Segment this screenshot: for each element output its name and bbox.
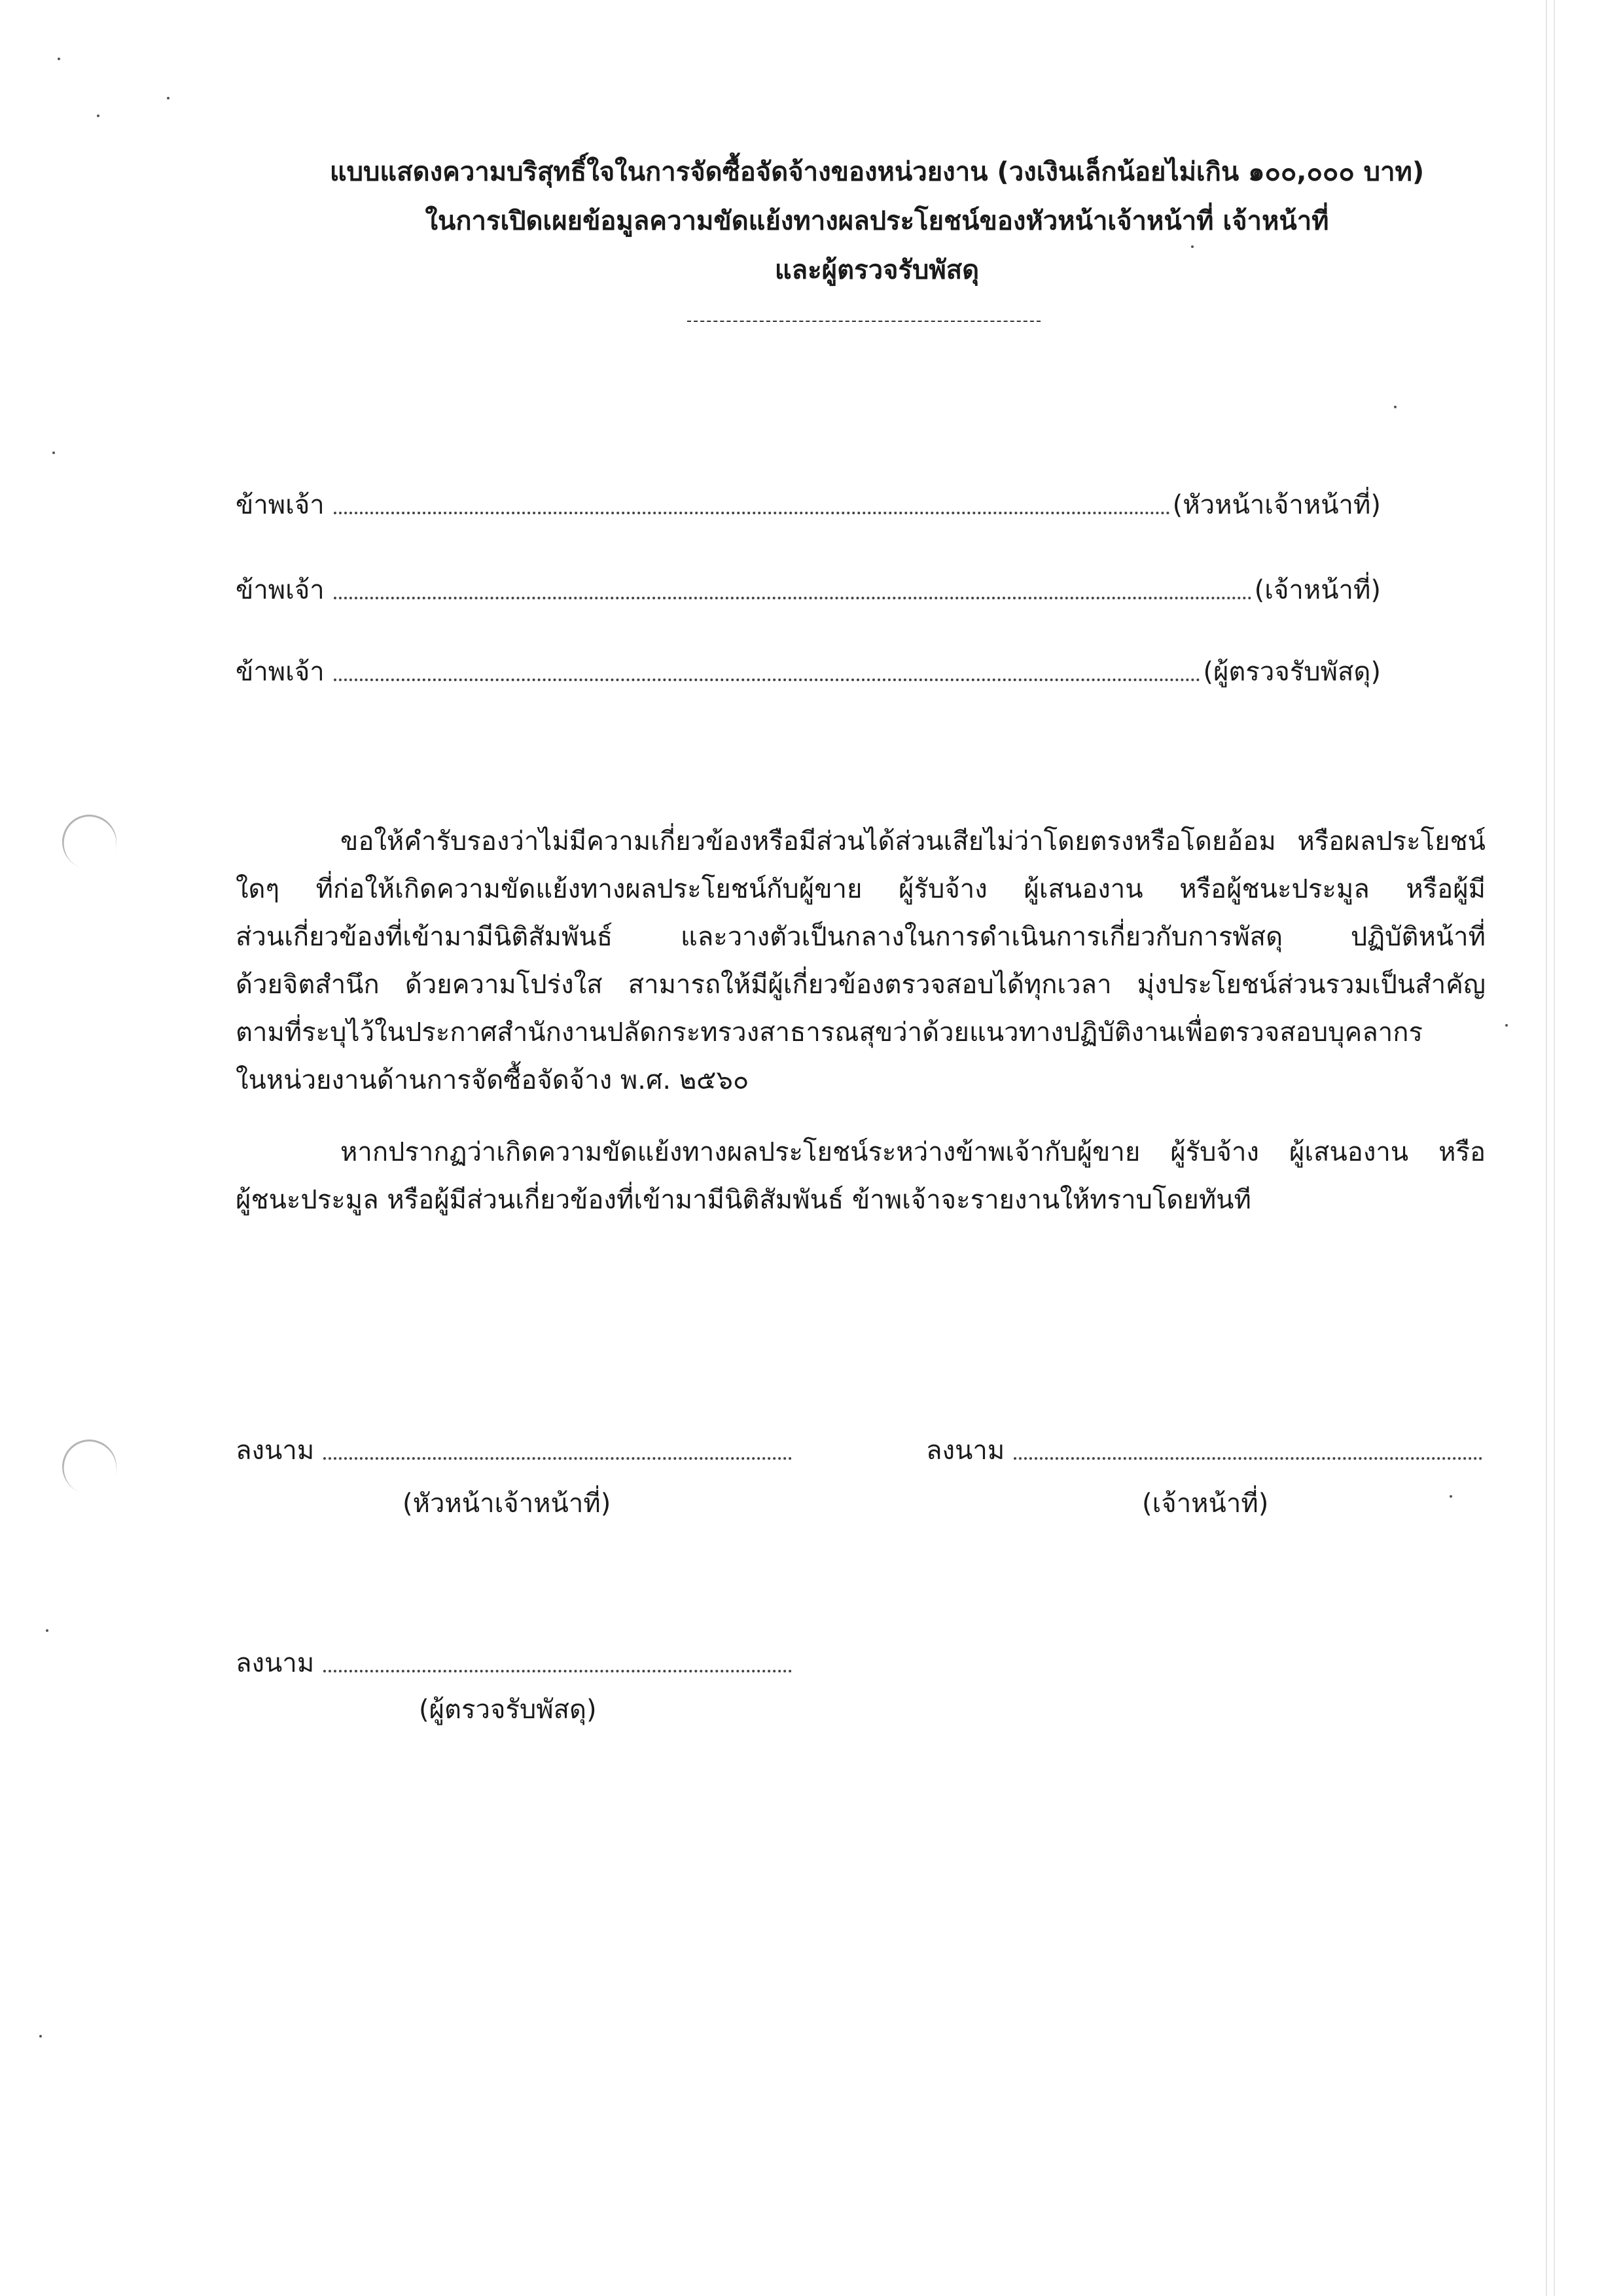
paragraph-line: ด้วยจิตสำนึก ด้วยความโปร่งใส สามารถให้มีผู้เกี่ยวข้องตรวจสอบได้ทุกเวลา มุ่งประโยชน์ส่วนรวมเป็นสำคัญ [236,970,1486,1000]
declarant-role: (ผู้ตรวจรับพัสดุ) [1203,657,1381,687]
declarant-label: ข้าพเจ้า [236,575,325,605]
paragraph-line: ส่วนเกี่ยวข้องที่เข้ามามีนิติสัมพันธ์ และวางตัวเป็นกลางในการดำเนินการเกี่ยวกับการพัสดุ ปฏิบัติหน้าที่ [236,922,1486,952]
scan-speck [46,1629,48,1632]
scan-speck [1394,406,1397,408]
declarant-role: (เจ้าหน้าที่) [1254,575,1381,605]
scan-speck [97,115,99,117]
declarant-line-officer[interactable] [236,569,1381,609]
signature-fill-line[interactable] [1014,1457,1482,1460]
signature-line-officer[interactable] [926,1430,1482,1469]
signature-label: ลงนาม [236,1436,315,1466]
scan-speck [58,58,60,60]
signature-label: ลงนาม [236,1648,315,1678]
declarant-label: ข้าพเจ้า [236,657,325,687]
paragraph-line: ผู้ชนะประมูล หรือผู้มีส่วนเกี่ยวข้องที่เข้ามามีนิติสัมพันธ์ ข้าพเจ้าจะรายงานให้ทราบโดยทันที [236,1185,1251,1215]
declarant-role: (หัวหน้าเจ้าหน้าที่) [1172,490,1381,520]
scan-speck [1505,1024,1508,1027]
scan-speck [167,97,169,99]
form-title-line-3: และผู้ตรวจรับพัสดุ [774,255,980,285]
name-fill-line[interactable] [334,512,1170,514]
punch-hole-mark [54,807,124,876]
certification-paragraph [236,818,1486,1104]
signature-line-inspector[interactable] [236,1642,792,1682]
scan-edge-line [1554,0,1555,2296]
paragraph-line: ตามที่ระบุไว้ในประกาศสำนักงานปลัดกระทรวงสาธารณสุขว่าด้วยแนวทางปฏิบัติงานเพื่อตรวจสอบบุคลากร [236,1017,1423,1048]
signature-line-head-officer[interactable] [236,1430,792,1469]
declarant-label: ข้าพเจ้า [236,490,325,520]
signature-label: ลงนาม [926,1436,1005,1466]
scan-speck [1191,245,1194,248]
scan-speck [52,451,55,454]
title-divider [687,321,1041,322]
paragraph-line: ใดๆ ที่ก่อให้เกิดความขัดแย้งทางผลประโยชน์กับผู้ขาย ผู้รับจ้าง ผู้เสนองาน หรือผู้ชนะประมูล หรือผู้มี [236,874,1486,904]
declarant-line-head-officer[interactable] [236,484,1381,523]
signature-fill-line[interactable] [323,1670,792,1672]
paragraph-line: ในหน่วยงานด้านการจัดซื้อจัดจ้าง พ.ศ. ๒๕๖๐ [236,1065,749,1095]
scan-edge-line [1546,0,1547,2296]
name-fill-line[interactable] [334,597,1252,599]
signature-role: (หัวหน้าเจ้าหน้าที่) [402,1489,611,1519]
paragraph-line: ขอให้คำรับรองว่าไม่มีความเกี่ยวข้องหรือมีส่วนได้ส่วนเสียไม่ว่าโดยตรงหรือโดยอ้อม หรือผลประโยชน์ [340,826,1486,857]
signature-role: (เจ้าหน้าที่) [1142,1489,1269,1519]
conflict-report-paragraph [236,1129,1486,1224]
signature-fill-line[interactable] [323,1457,792,1460]
paragraph-line: หากปรากฏว่าเกิดความขัดแย้งทางผลประโยชน์ระหว่างข้าพเจ้ากับผู้ขาย ผู้รับจ้าง ผู้เสนองาน หรือ [340,1137,1486,1167]
scan-speck [39,2035,42,2038]
signature-role: (ผู้ตรวจรับพัสดุ) [419,1695,597,1725]
form-title-line-1: แบบแสดงความบริสุทธิ์ใจในการจัดซื้อจัดจ้างของหน่วยงาน (วงเงินเล็กน้อยไม่เกิน ๑๐๐,๐๐๐ บาท) [329,157,1425,187]
scan-speck [1450,1495,1452,1498]
declarant-line-inspector[interactable] [236,651,1381,690]
punch-hole-mark [54,1432,124,1501]
form-title-line-2: ในการเปิดเผยข้อมูลความขัดแย้งทางผลประโยชน์ของหัวหน้าเจ้าหน้าที่ เจ้าหน้าที่ [425,206,1329,236]
name-fill-line[interactable] [334,679,1201,681]
